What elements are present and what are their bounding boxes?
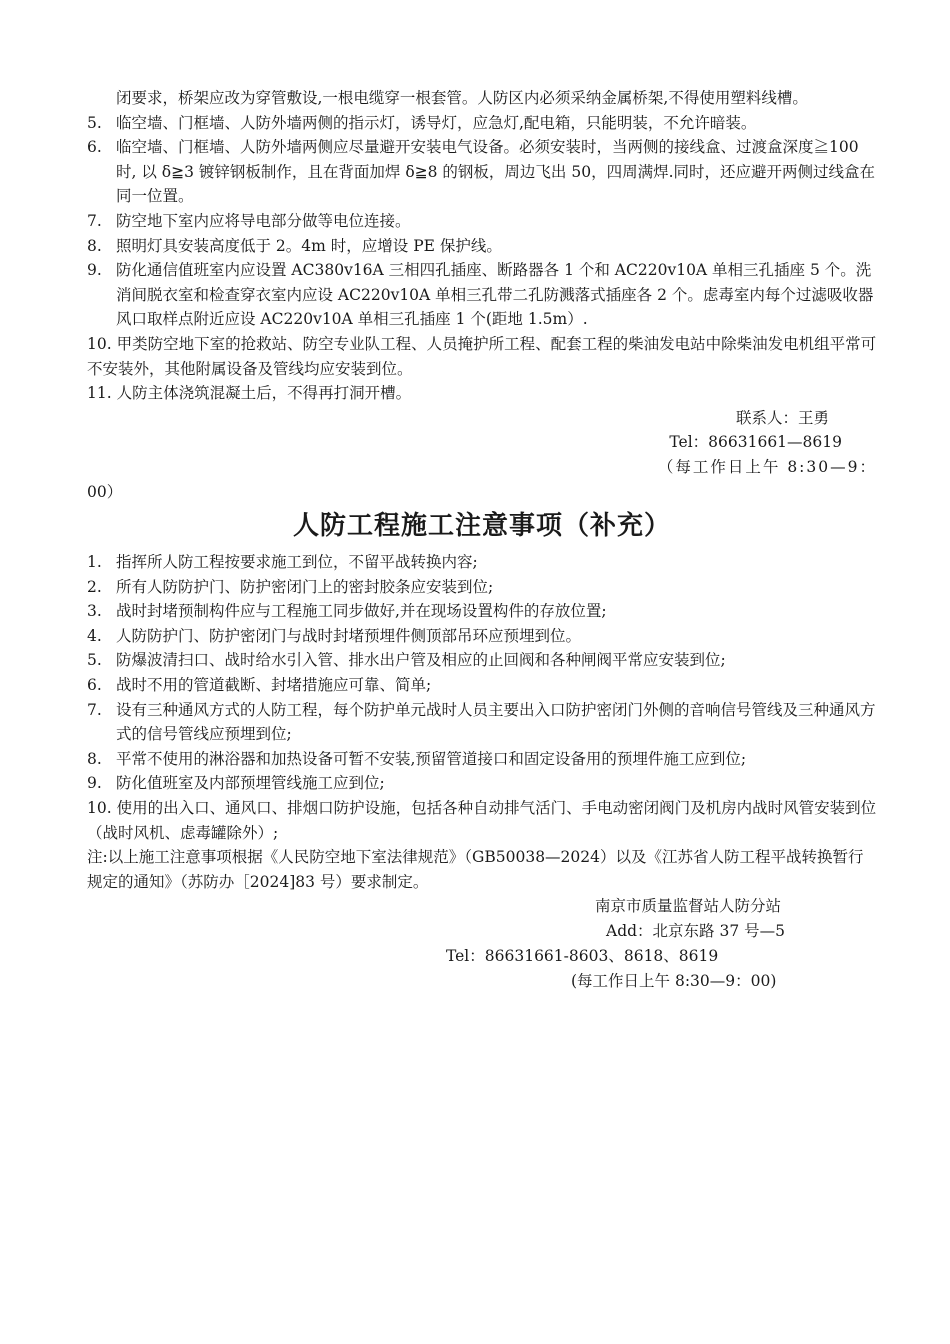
contact-hours-tail: 00） — [87, 482, 123, 501]
item-text: 设有三种通风方式的人防工程，每个防护单元战时人员主要出入口防护密闭门外侧的音响信号管线及三种通风方式的信号管线应预埋到位; — [116, 700, 876, 744]
list-item — [87, 624, 877, 649]
signature-hours: (每工作日上午 8:30—9：00) — [571, 972, 777, 991]
item-number: 1. — [87, 553, 102, 572]
item-number: 10. — [87, 799, 112, 818]
list-item — [87, 599, 877, 624]
contact-hours: （每工作日上午 8:30—9： — [657, 457, 877, 476]
note-text: 注:以上施工注意事项根据《人民防空地下室法律规范》（GB50038—2024）以及《江苏省人防工程平战转换暂行规定的通知》（苏防办［2024]83 号）要求制定。 — [87, 848, 864, 891]
item-text: 人防主体浇筑混凝土后，不得再打洞开槽。 — [116, 384, 412, 403]
signature-org: 南京市质量监督站人防分站 — [595, 897, 782, 916]
item-text: 临空墙、门框墙、人防外墙两侧应尽量避开安装电气设备。必须安装时，当两侧的接线盒、过渡盒深度≧100 时, 以 δ≧3 镀锌钢板制作，且在背面加焊 δ≧8 的钢板，周边飞出 50，四周满焊.同时，还应避开两侧过线盒在同一位置。 — [116, 138, 876, 206]
list-item — [87, 673, 877, 698]
item-text: 使用的出入口、通风口、排烟口防护设施，包括各种自动排气活门、手电动密闭阀门及机房内战时风管安装到位（战时风机、虑毒罐除外）; — [87, 799, 877, 842]
list-item — [87, 135, 877, 209]
item-number: 2. — [87, 577, 102, 596]
signature-tel: Tel：86631661-8603、8618、8619 — [446, 947, 719, 966]
list-item — [87, 575, 877, 600]
signature-address: Add：北京东路 37 号—5 — [606, 922, 785, 941]
list-item — [87, 550, 877, 575]
list-item — [87, 234, 877, 259]
item-number: 9. — [87, 774, 102, 793]
continuation-text: 闭要求，桥架应改为穿管敷设,一根电缆穿一根套管。人防区内必须采纳金属桥架,不得使用塑料线槽。 — [116, 89, 808, 107]
contact-name: 联系人：王勇 — [735, 408, 829, 427]
item-number: 5. — [87, 113, 102, 132]
signature-block — [87, 894, 877, 994]
list-item-paragraph — [87, 332, 877, 381]
list-item-paragraph — [87, 796, 877, 845]
list-item — [87, 771, 877, 796]
item-text: 防空地下室内应将导电部分做等电位连接。 — [116, 211, 411, 230]
item-number: 8. — [87, 749, 102, 768]
item-number: 9. — [87, 261, 102, 280]
list-item — [87, 258, 877, 332]
list-item — [87, 698, 877, 747]
item-text: 所有人防防护门、防护密闭门上的密封胶条应安装到位; — [116, 577, 494, 596]
section-title: 人防工程施工注意事项（补充） — [292, 511, 671, 542]
list-item — [87, 648, 877, 673]
item-text: 平常不使用的淋浴器和加热设备可暂不安装,预留管道接口和固定设备用的预埋件施工应到位; — [116, 749, 747, 768]
item-number: 11. — [87, 384, 112, 403]
list-item-paragraph — [87, 381, 877, 406]
item-number: 6. — [87, 138, 102, 157]
item-text: 防爆波清扫口、战时给水引入管、排水出户管及相应的止回阀和各种闸阀平常应安装到位; — [116, 651, 726, 670]
item-text: 指挥所人防工程按要求施工到位，不留平战转换内容; — [116, 553, 478, 572]
item-number: 8. — [87, 236, 102, 255]
item-text: 战时不用的管道截断、封堵措施应可靠、简单; — [116, 676, 432, 695]
item-text: 照明灯具安装高度低于 2。4m 时，应增设 PE 保护线。 — [116, 236, 502, 255]
list-item — [87, 111, 877, 136]
item-text: 战时封堵预制构件应与工程施工同步做好,并在现场设置构件的存放位置; — [116, 602, 607, 621]
document-page — [87, 86, 877, 994]
item-text: 防化值班室及内部预埋管线施工应到位; — [116, 774, 385, 793]
list-item — [87, 747, 877, 772]
item-number: 3. — [87, 602, 102, 621]
list-item — [87, 209, 877, 234]
item-number: 5. — [87, 651, 102, 670]
item-number: 4. — [87, 626, 102, 645]
item-number: 10. — [87, 334, 112, 353]
item-number: 7. — [87, 211, 102, 230]
item-number: 7. — [87, 700, 102, 719]
item-text: 人防防护门、防护密闭门与战时封堵预埋件侧顶部吊环应预埋到位。 — [116, 626, 582, 645]
item-number: 6. — [87, 676, 102, 695]
item-text: 临空墙、门框墙、人防外墙两侧的指示灯，诱导灯，应急灯,配电箱，只能明装，不允许暗装。 — [116, 113, 757, 132]
item-text: 甲类防空地下室的抢救站、防空专业队工程、人员掩护所工程、配套工程的柴油发电站中除柴油发电机组平常可不安装外，其他附属设备及管线均应安装到位。 — [87, 334, 877, 378]
item-text: 防化通信值班室内应设置 AC380v16A 三相四孔插座、断路器各 1 个和 AC220v10A 单相三孔插座 5 个。洗消间脱衣室和检查穿衣室内应设 AC220v10A 单相三孔带二孔防溅落式插座各 2 个。虑毒室内每个过滤吸收器风口取样点附近应设 AC220v10A 单相三孔插座 1 个(距地 1.5m）. — [116, 261, 874, 329]
contact-tel: Tel：86631661—8619 — [669, 433, 842, 452]
